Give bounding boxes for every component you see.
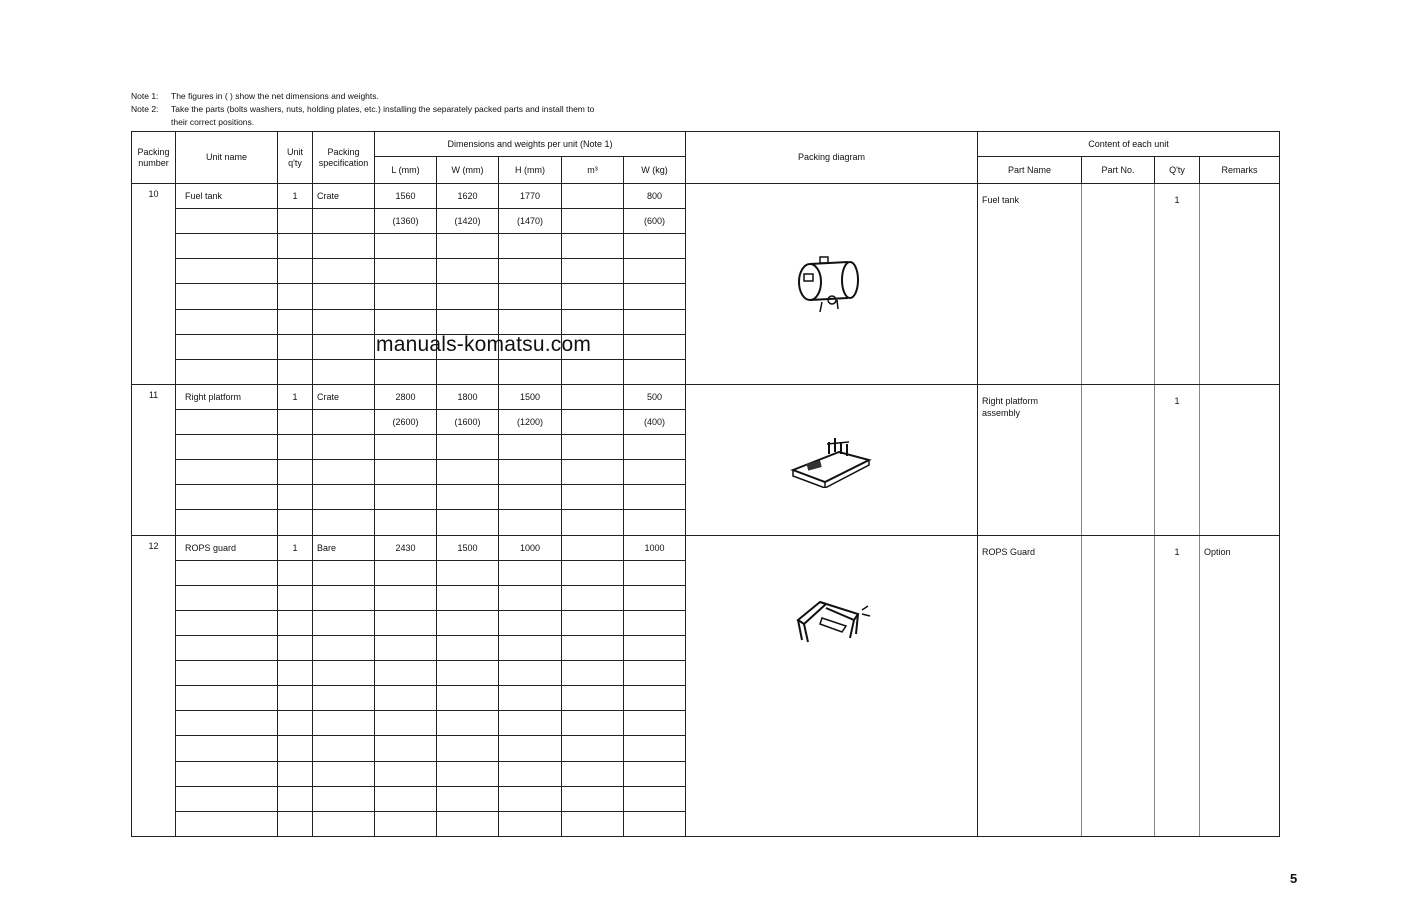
unit-10-remarks [1199, 184, 1279, 384]
unit-10-part-name: Fuel tank [982, 195, 1020, 205]
unit-12-l: 2430 [375, 535, 437, 560]
rops-guard-drawing [792, 594, 872, 644]
unit-11-l: 2800 [375, 384, 437, 409]
unit-12-part-no [1081, 536, 1154, 836]
unit-10-content [978, 184, 1280, 385]
header-h-mm: H (mm) [499, 157, 562, 184]
header-l-mm: L (mm) [375, 157, 437, 184]
unit-11-w: 1800 [437, 384, 499, 409]
unit-10-diagram [686, 184, 978, 385]
unit-10-w: 1620 [437, 184, 499, 209]
platform-drawing [789, 432, 875, 488]
unit-10-name: Fuel tank [176, 184, 278, 209]
unit-12-w: 1500 [437, 535, 499, 560]
header-part-name: Part Name [978, 157, 1082, 184]
unit-12-number: 12 [132, 535, 176, 836]
unit-10-qty: 1 [278, 184, 313, 209]
unit-10-net-h: (1470) [499, 209, 562, 234]
unit-12-kg: 1000 [624, 535, 686, 560]
unit-11-spec: Crate [313, 384, 375, 409]
unit-12-name: ROPS guard [176, 535, 278, 560]
header-qty: Q'ty [1155, 157, 1200, 184]
unit-12-m3 [562, 535, 624, 560]
unit-11-name: Right platform [176, 384, 278, 409]
unit-12-remarks: Option [1199, 536, 1279, 836]
unit-11-remarks [1199, 385, 1279, 535]
header-unit-name: Unit name [176, 132, 278, 184]
unit-12-diagram [686, 535, 978, 836]
watermark: manuals-komatsu.com [376, 333, 592, 356]
note2-text: Take the parts (bolts washers, nuts, holding plates, etc.) installing the separately packed parts and install them to [171, 104, 595, 114]
note1-text: The figures in ( ) show the net dimensions and weights. [171, 91, 379, 101]
unit-12-qty: 1 [278, 535, 313, 560]
unit-10-number: 10 [132, 184, 176, 385]
unit-12-content [978, 535, 1280, 836]
fuel-tank-drawing [792, 254, 872, 314]
unit-11-diagram [686, 384, 978, 535]
unit-11-content [978, 384, 1280, 535]
packing-table [131, 131, 1280, 837]
unit-10-part-no [1081, 184, 1154, 384]
unit-11-m3 [562, 384, 624, 409]
unit-11-part-name: Right platform assembly [982, 395, 1039, 418]
unit-11-kg: 500 [624, 384, 686, 409]
header-unit-qty: Unit q'ty [278, 132, 313, 184]
unit-10-spec: Crate [313, 184, 375, 209]
unit-11-content-qty: 1 [1154, 385, 1199, 535]
header-w-mm: W (mm) [437, 157, 499, 184]
unit-10-net-w: (1420) [437, 209, 499, 234]
unit-11-net-kg: (400) [624, 409, 686, 434]
header-packing-spec: Packing specification [313, 132, 375, 184]
unit-12-part-name: ROPS Guard [982, 546, 1036, 557]
unit-11-net-m3 [562, 409, 624, 434]
notes [131, 90, 594, 129]
unit-11-qty: 1 [278, 384, 313, 409]
note1-tag: Note 1: [131, 91, 159, 101]
note2-tag: Note 2: [131, 104, 159, 114]
unit-10-m3 [562, 184, 624, 209]
unit-10-net-kg: (600) [624, 209, 686, 234]
note2-continued: their correct positions. [171, 117, 255, 127]
header-packing-diagram: Packing diagram [686, 132, 978, 184]
header-w-kg: W (kg) [624, 157, 686, 184]
unit-11-number: 11 [132, 384, 176, 535]
header-dimensions-group: Dimensions and weights per unit (Note 1) [375, 132, 686, 157]
header-m3: m³ [562, 157, 624, 184]
header-remarks: Remarks [1200, 157, 1280, 184]
unit-12-content-qty: 1 [1154, 536, 1199, 836]
unit-11-h: 1500 [499, 384, 562, 409]
unit-10-l: 1560 [375, 184, 437, 209]
header-part-no: Part No. [1082, 157, 1155, 184]
unit-10-kg: 800 [624, 184, 686, 209]
unit-11-net-w: (1600) [437, 409, 499, 434]
unit-10-net-l: (1360) [375, 209, 437, 234]
unit-12-spec: Bare [313, 535, 375, 560]
unit-10-content-qty: 1 [1154, 184, 1199, 384]
unit-10-h: 1770 [499, 184, 562, 209]
unit-12-h: 1000 [499, 535, 562, 560]
header-content-group: Content of each unit [978, 132, 1280, 157]
unit-11-net-h: (1200) [499, 409, 562, 434]
unit-11-net-l: (2600) [375, 409, 437, 434]
page-number: 5 [1290, 871, 1298, 886]
unit-10-net-m3 [562, 209, 624, 234]
header-packing-number: Packing number [132, 132, 176, 184]
unit-11-part-no [1081, 385, 1154, 535]
